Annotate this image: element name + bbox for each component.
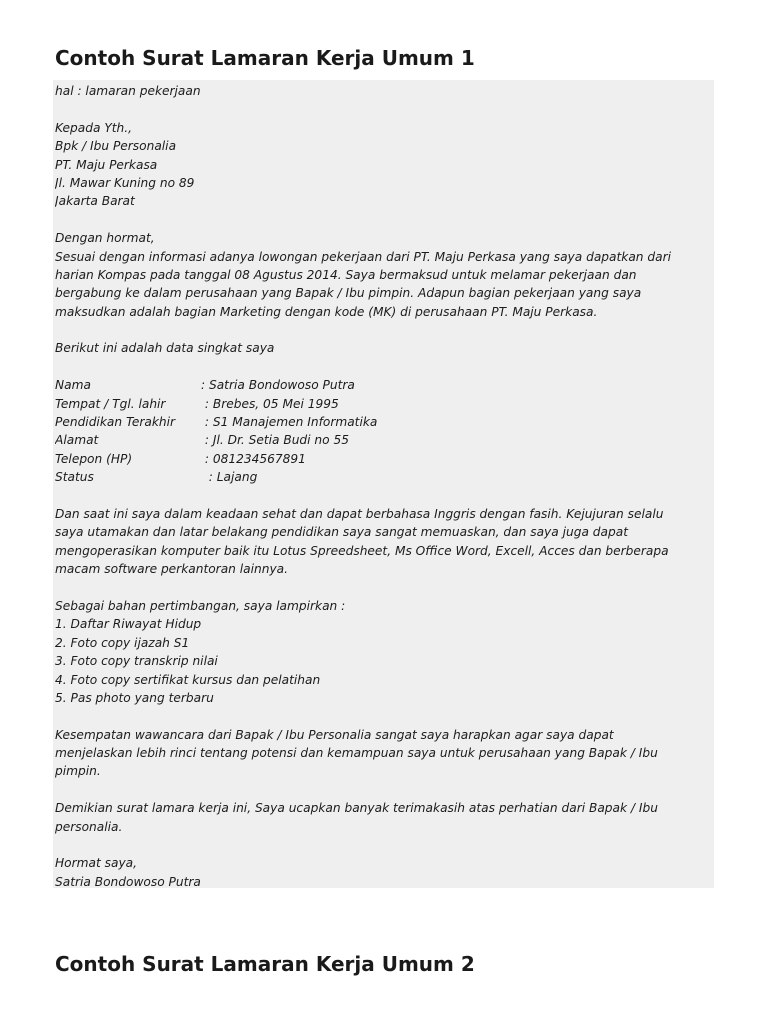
- data-field-label: Nama: [55, 378, 91, 393]
- data-field-row: [55, 431, 714, 449]
- attachment-item: 1. Daftar Riwayat Hidup: [55, 617, 202, 632]
- section-heading-1: Contoh Surat Lamaran Kerja Umum 1: [55, 46, 475, 70]
- recipient-block: [55, 119, 714, 211]
- paragraph-line: menjelaskan lebih rinci tentang potensi dan kemampuan saya untuk perusahaan yang Bapak / Ibu: [55, 746, 658, 761]
- recipient-line: PT. Maju Perkasa: [55, 157, 158, 172]
- signature-name: Satria Bondowoso Putra: [55, 874, 201, 889]
- paragraph-line: maksudkan adalah bagian Marketing dengan kode (MK) di perusahaan PT. Maju Perkasa.: [55, 304, 598, 319]
- paragraph-line: Demikian surat lamara kerja ini, Saya ucapkan banyak terimakasih atas perhatian dari Bapak / Ibu: [55, 801, 658, 816]
- intro-paragraph: [55, 248, 714, 322]
- data-field-value: : Brebes, 05 Mei 1995: [201, 396, 339, 411]
- greeting: Dengan hormat,: [55, 231, 155, 246]
- data-field-value: : Jl. Dr. Setia Budi no 55: [201, 433, 349, 448]
- paragraph-line: saya utamakan dan latar belakang pendidikan saya sangat memuaskan, dan saya juga dapat: [55, 525, 628, 540]
- data-intro: Berikut ini adalah data singkat saya: [55, 341, 275, 356]
- data-field-row: [55, 395, 714, 413]
- paragraph-line: harian Kompas pada tanggal 08 Agustus 2014. Saya bermaksud untuk melamar pekerjaan dan: [55, 267, 637, 282]
- paragraph-line: Kesempatan wawancara dari Bapak / Ibu Personalia sangat saya harapkan agar saya dapat: [55, 727, 614, 742]
- data-field-label: Status: [55, 470, 94, 485]
- data-field-row: [55, 450, 714, 468]
- closing-paragraph: [55, 799, 714, 836]
- condition-paragraph: [55, 505, 714, 579]
- recipient-line: Jakarta Barat: [55, 194, 135, 209]
- data-field-label: Tempat / Tgl. lahir: [55, 396, 166, 411]
- attachment-item: 3. Foto copy transkrip nilai: [55, 654, 218, 669]
- signoff: Hormat saya,: [55, 856, 137, 871]
- paragraph-line: pimpin.: [55, 764, 101, 779]
- paragraph-line: bergabung ke dalam perusahaan yang Bapak / Ibu pimpin. Adapun bagian pekerjaan yang saya: [55, 286, 642, 301]
- data-field-label: Pendidikan Terakhir: [55, 415, 176, 430]
- recipient-line: Kepada Yth.,: [55, 120, 133, 135]
- paragraph-line: Sesuai dengan informasi adanya lowongan pekerjaan dari PT. Maju Perkasa yang saya dapatkan dari: [55, 249, 672, 264]
- data-field-row: [55, 376, 714, 394]
- letter-box: [53, 80, 714, 888]
- attachment-item: 5. Pas photo yang terbaru: [55, 690, 214, 705]
- data-field-row: [55, 413, 714, 431]
- recipient-line: Bpk / Ibu Personalia: [55, 139, 177, 154]
- personal-data-list: [55, 376, 714, 486]
- data-field-value: : S1 Manajemen Informatika: [201, 415, 378, 430]
- attachment-item: 4. Foto copy sertifikat kursus dan pelatihan: [55, 672, 321, 687]
- letter-subject: hal : lamaran pekerjaan: [55, 84, 201, 98]
- paragraph-line: mengoperasikan komputer baik itu Lotus Spreedsheet, Ms Office Word, Excell, Acces dan berberapa: [55, 543, 669, 558]
- recipient-line: Jl. Mawar Kuning no 89: [55, 175, 195, 190]
- data-field-row: [55, 468, 714, 486]
- paragraph-line: macam software perkantoran lainnya.: [55, 562, 289, 577]
- attachments-list: [55, 615, 714, 707]
- data-field-label: Telepon (HP): [55, 451, 133, 466]
- attachments-intro: Sebagai bahan pertimbangan, saya lampirkan :: [55, 598, 346, 613]
- data-field-value: : Satria Bondowoso Putra: [201, 378, 355, 393]
- data-field-label: Alamat: [55, 433, 99, 448]
- data-field-value: : 081234567891: [201, 451, 306, 466]
- attachment-item: 2. Foto copy ijazah S1: [55, 635, 190, 650]
- interview-paragraph: [55, 726, 714, 781]
- paragraph-line: personalia.: [55, 819, 123, 834]
- data-field-value: : Lajang: [201, 470, 258, 485]
- paragraph-line: Dan saat ini saya dalam keadaan sehat dan dapat berbahasa Inggris dengan fasih. Kejujuran selalu: [55, 506, 664, 521]
- section-heading-2: Contoh Surat Lamaran Kerja Umum 2: [55, 952, 475, 976]
